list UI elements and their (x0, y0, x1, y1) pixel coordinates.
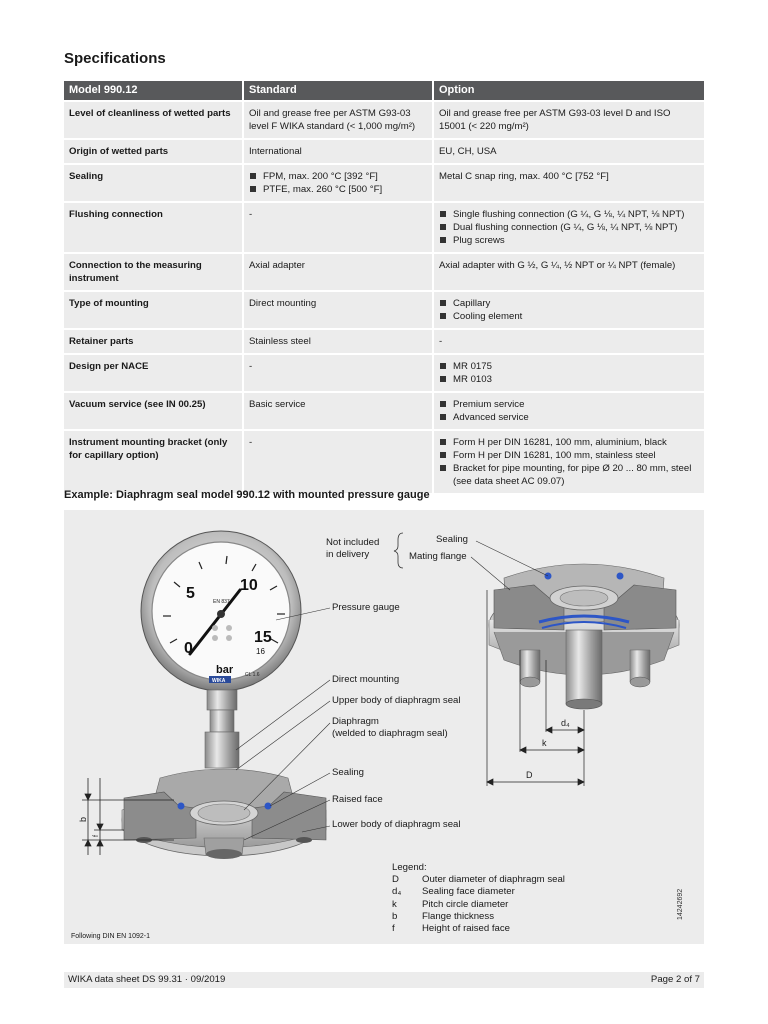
row-label: Retainer parts (64, 329, 243, 354)
option-list (439, 436, 699, 488)
legend-text: Sealing face diameter (422, 886, 515, 898)
cell-standard (243, 139, 433, 164)
table-row (64, 164, 704, 202)
specifications-table (64, 81, 704, 493)
header-model: Model 990.12 (64, 81, 243, 101)
cell-standard (243, 164, 433, 202)
legend-key: b (392, 910, 398, 922)
dimension-d4: d₄ (561, 718, 570, 728)
legend-item (392, 923, 565, 935)
legend-text: Height of raised face (422, 923, 510, 935)
drawing-id: 14242692 (677, 888, 684, 920)
gauge-scale-15: 15 (254, 629, 272, 646)
legend-text: Pitch circle diameter (422, 898, 509, 910)
dimension-k: k (542, 738, 547, 748)
row-label: Type of mounting (64, 291, 243, 329)
standard-list (249, 170, 427, 196)
cell-option (433, 392, 704, 430)
standard-text: International (249, 146, 302, 157)
row-label: Vacuum service (see IN 00.25) (64, 392, 243, 430)
gauge-scale-16: 16 (256, 647, 265, 656)
table-row (64, 392, 704, 430)
dimension-b: b (78, 816, 88, 822)
not-included-label: Not included in delivery (326, 537, 380, 560)
cell-standard (243, 202, 433, 253)
cell-option (433, 354, 704, 392)
diaphragm-seal-drawing (122, 769, 326, 859)
sealing-right-label: Sealing (436, 534, 469, 545)
list-item: MR 0103 (439, 373, 699, 386)
cell-option (433, 291, 704, 329)
header-standard: Standard (243, 81, 433, 101)
cell-option (433, 139, 704, 164)
cell-option (433, 164, 704, 202)
table-row (64, 253, 704, 291)
list-item: Bracket for pipe mounting, for pipe Ø 20 ... 80 mm, steel (see data sheet AC 09.07) (439, 462, 699, 488)
diaphragm-label: Diaphragm (welded to diaphragm seal) (332, 716, 448, 739)
option-list (439, 398, 699, 424)
option-text: - (439, 336, 443, 347)
cell-standard (243, 392, 433, 430)
cell-standard (243, 354, 433, 392)
table-header-row (64, 81, 704, 101)
list-item: MR 0175 (439, 360, 699, 373)
legend-key: f (392, 923, 395, 935)
gauge-scale-0: 0 (184, 640, 193, 657)
row-label: Instrument mounting bracket (only for capillary option) (64, 430, 243, 493)
mating-flange-label: Mating flange (409, 551, 467, 562)
raised-face-label: Raised face (332, 794, 383, 805)
gauge-scale-5: 5 (186, 585, 195, 602)
footer-datasheet: WIKA data sheet DS 99.31 · 09/2019 (68, 974, 226, 985)
standard-text: Oil and grease free per ASTM G93-03 level F WIKA standard (< 1,000 mg/m²) (249, 108, 416, 132)
list-item: Dual flushing connection (G ¼, G ⅛, ¼ NPT, ⅛ NPT) (439, 221, 699, 234)
mating-flange-cutaway-drawing (489, 564, 679, 709)
cell-option (433, 202, 704, 253)
header-option: Option (433, 81, 704, 101)
option-text: Axial adapter with G ½, G ¼, ½ NPT or ¼ NPT (female) (439, 260, 676, 271)
cell-option (433, 329, 704, 354)
page-title: Specifications (64, 50, 166, 67)
list-item: Cooling element (439, 310, 699, 323)
standard-text: Direct mounting (249, 298, 317, 309)
standard-text: Stainless steel (249, 336, 311, 347)
pressure-gauge-drawing (141, 531, 301, 691)
table-row (64, 354, 704, 392)
cell-option (433, 253, 704, 291)
footer-page-number: Page 2 of 7 (650, 974, 700, 985)
standard-text: - (249, 361, 253, 372)
row-label: Connection to the measuring instrument (64, 253, 243, 291)
dimension-f: f (93, 835, 100, 837)
list-item: Capillary (439, 297, 699, 310)
table-row (64, 202, 704, 253)
row-label: Level of cleanliness of wetted parts (64, 101, 243, 139)
list-item: Advanced service (439, 411, 699, 424)
option-list (439, 297, 699, 323)
lower-body-label: Lower body of diaphragm seal (332, 819, 461, 830)
legend-key: D (392, 874, 399, 886)
pressure-gauge-label: Pressure gauge (332, 602, 400, 613)
list-item: Form H per DIN 16281, 100 mm, aluminium, black (439, 436, 699, 449)
list-item: Single flushing connection (G ¼, G ⅛, ¼ NPT, ⅛ NPT) (439, 208, 699, 221)
cell-standard (243, 101, 433, 139)
cell-option (433, 430, 704, 493)
row-label: Origin of wetted parts (64, 139, 243, 164)
standard-text: Basic service (249, 399, 306, 410)
example-title: Example: Diaphragm seal model 990.12 with mounted pressure gauge (64, 489, 430, 501)
list-item: Form H per DIN 16281, 100 mm, stainless steel (439, 449, 699, 462)
row-label: Design per NACE (64, 354, 243, 392)
footer (64, 972, 704, 988)
gauge-class-mark: CL 1.6 (245, 672, 260, 678)
table-row (64, 101, 704, 139)
legend (392, 862, 565, 935)
cell-standard (243, 291, 433, 329)
footnote: Following DIN EN 1092-1 (71, 933, 150, 940)
direct-mounting-label: Direct mounting (332, 674, 400, 685)
delivery-brace (394, 533, 403, 568)
sealing-left-label: Sealing (332, 767, 365, 778)
table-row (64, 430, 704, 493)
legend-item (392, 886, 565, 898)
list-item: Plug screws (439, 234, 699, 247)
legend-item (392, 899, 565, 911)
gauge-brand-logo: WIKA (212, 678, 226, 684)
list-item: FPM, max. 200 °C [392 °F] (249, 170, 427, 183)
list-item: Premium service (439, 398, 699, 411)
upper-body-label: Upper body of diaphragm seal (332, 695, 461, 706)
cell-standard (243, 329, 433, 354)
table-row (64, 291, 704, 329)
row-label: Flushing connection (64, 202, 243, 253)
dimension-D: D (526, 770, 533, 780)
table-row (64, 139, 704, 164)
row-label: Sealing (64, 164, 243, 202)
option-list (439, 360, 699, 386)
legend-item (392, 874, 565, 886)
standard-text: - (249, 437, 253, 448)
standard-text: Axial adapter (249, 260, 305, 271)
legend-item (392, 911, 565, 923)
table-row (64, 329, 704, 354)
legend-key: k (392, 898, 397, 910)
option-list (439, 208, 699, 247)
list-item: PTFE, max. 260 °C [500 °F] (249, 183, 427, 196)
cell-option (433, 101, 704, 139)
legend-text: Outer diameter of diaphragm seal (422, 874, 565, 886)
cell-standard (243, 430, 433, 493)
cell-standard (243, 253, 433, 291)
standard-text: - (249, 209, 253, 220)
option-text: EU, CH, USA (439, 146, 497, 157)
gauge-unit: bar (216, 664, 234, 676)
legend-key: d₄ (392, 886, 402, 898)
option-text: Metal C snap ring, max. 400 °C [752 °F] (439, 171, 609, 182)
gauge-en-mark: EN 837 (213, 599, 230, 605)
gauge-scale-10: 10 (240, 577, 258, 594)
option-text: Oil and grease free per ASTM G93-03 level D and ISO 15001 (< 220 mg/m²) (439, 108, 671, 132)
legend-text: Flange thickness (422, 910, 494, 922)
legend-title: Legend: (392, 862, 427, 873)
example-figure (64, 510, 704, 944)
